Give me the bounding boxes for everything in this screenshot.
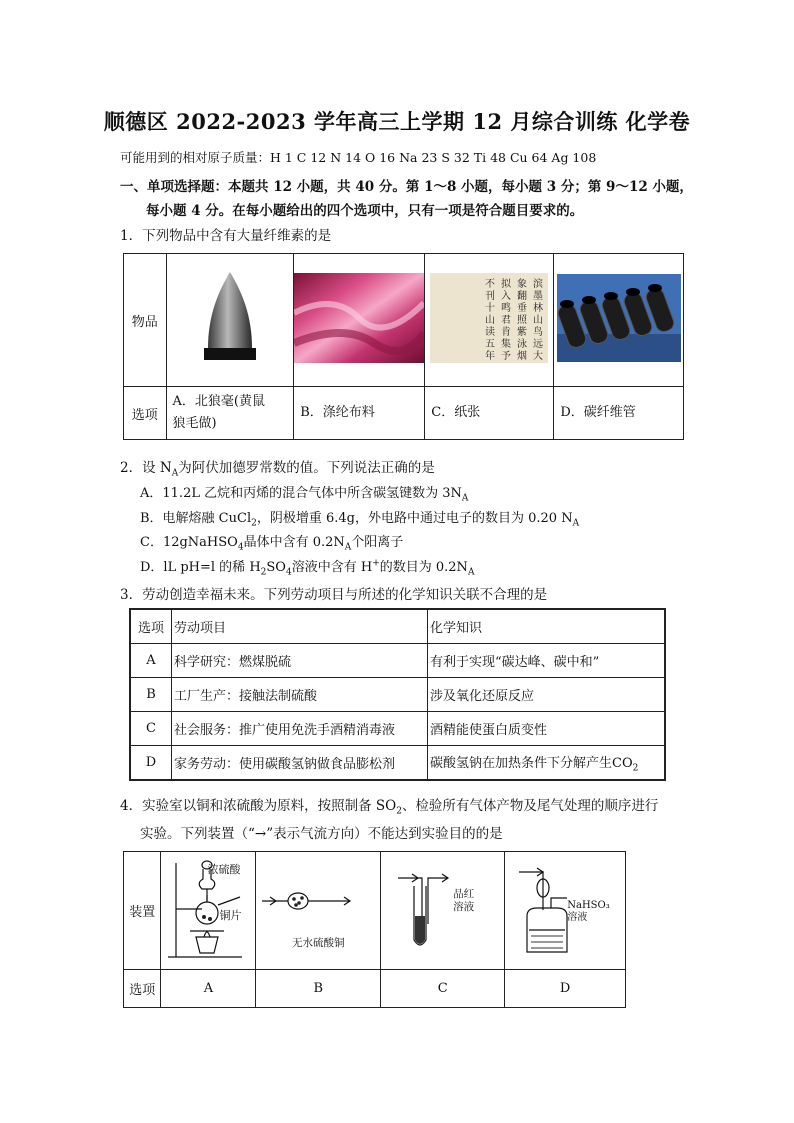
table-header: 化学知识 [428,609,666,644]
calligraphy-character: 翻 [517,291,528,302]
calligraphy-character: 烟 [517,351,528,362]
apparatus-c [381,852,505,970]
table-row: A 科学研究：燃煤脱硫 有利于实现“碳达峰、碳中和” [130,644,665,678]
question-2-stem: 2．设 $N_A$为阿伏加德罗常数的值。下列说法正确的是 [120,460,435,479]
row-label-item: 物品 [124,254,167,387]
table-row: D 家务劳动：使用碳酸氢钠做食品膨松剂 碳酸氢钠在加热条件下分解产生$CO_2$ [130,746,665,781]
test-tube-icon [388,864,498,954]
calligraphy-character: 林 [533,303,544,314]
calligraphy-character: 远 [533,339,544,350]
calligraphy-character: 滨 [533,279,544,290]
brush-image [166,254,294,387]
apparatus-d [505,852,626,970]
question-4-stem-line1: 4．实验室以铜和浓硫酸为原料，按照制备 $SO_2$、检验所有气体产物及尾气处理的顺序进行 [120,798,659,817]
question-1-table [123,253,684,440]
drying-tube-icon [258,871,378,931]
calligraphy-character: 肯 [501,327,512,338]
carbon-fiber-tubes-image [554,254,684,387]
calligraphy-character: 五 [485,339,496,350]
q1-option-c: C．纸张 [425,387,554,440]
calligraphy-character: 墨 [533,291,544,302]
label-anhydrous-cuso4: 无水硫酸铜 [291,937,345,949]
question-4-stem-line2: 实验。下列装置（“→”表示气流方向）不能达到实验目的的是 [140,826,503,842]
calligraphy-character: 入 [501,291,512,302]
calligraphy-character: 拟 [501,279,512,290]
question-4-table [123,851,626,1008]
q2-option-b: B．电解熔融 CuCl$_2$，阴极增重 6.4g，外电路中通过电子的数目为 0.20 $N_A$ [140,511,580,529]
table-header: 选项 [130,609,172,644]
label-magenta-solution: 品红 溶液 [453,887,475,913]
question-1-stem: 1．下列物品中含有大量纤维素的是 [120,228,332,244]
calligraphy-character: 读 [485,327,496,338]
calligraphy-character: 山 [485,315,496,326]
satin-fabric-image [294,254,425,387]
row-label-option: 选项 [124,387,167,440]
calligraphy-character: 山 [533,315,544,326]
row-label-apparatus: 装置 [124,852,161,970]
q4-option-b: B [256,970,381,1008]
calligraphy-character: 大 [533,351,544,362]
calligraphy-character: 垂 [517,303,528,314]
q1-option-d: D．碳纤维管 [554,387,684,440]
brush-tip-icon [180,268,280,368]
calligraphy-character: 年 [485,351,496,362]
q1-option-a: A．北狼毫(黄鼠 狼毛做) [166,387,294,440]
apparatus-b [256,852,381,970]
q4-option-d: D [505,970,626,1008]
calligraphy-character: 刊 [485,291,496,302]
section-heading-line2: 每小题 4 分。在每小题给出的四个选项中，只有一项是符合题目要求的。 [146,203,584,219]
q2-option-d: D．lL pH=l 的稀 $H_2SO_4$溶液中含有 H+的数目为 $0.2N_A$ [140,558,475,578]
q1-option-b: B．涤纶布料 [294,387,425,440]
question-3-table [129,608,666,781]
section-heading-line1: 一、单项选择题：本题共 12 小题，共 40 分。第 1～8 小题，每小题 3 分；第 9～12 小题， [120,179,693,195]
calligraphy-character: 不 [485,279,496,290]
calligraphy-character: 十 [485,303,496,314]
page-title: 顺德区 2022-2023 学年高三上学期 12 月综合训练 化学卷 [103,109,691,134]
calligraphy-character: 鸣 [501,303,512,314]
calligraphy-icon [430,273,548,363]
fabric-icon [294,273,424,363]
calligraphy-character: 象 [517,279,528,290]
q4-option-a: A [161,970,256,1008]
q4-option-c: C [381,970,505,1008]
row-label-option: 选项 [124,970,161,1008]
question-3-stem: 3．劳动创造幸福未来。下列劳动项目与所述的化学知识关联不合理的是 [120,587,548,603]
calligraphy-character: 紫 [517,327,528,338]
table-header: 劳动项目 [172,609,428,644]
co2-cell: 碳酸氢钠在加热条件下分解产生$CO_2$ [428,746,666,781]
calligraphy-character: 泳 [517,339,528,350]
apparatus-a [161,852,256,970]
atomic-masses: 可能用到的相对原子质量：H 1 C 12 N 14 O 16 Na 23 S 32 Ti 48 Cu 64 Ag 108 [120,150,597,165]
calligraphy-character: 照 [517,315,528,326]
label-nahso3-solution: NaHSO₃ 溶液 [567,899,610,923]
calligraphy-character: 君 [501,315,512,326]
calligraphy-character: 予 [501,351,512,362]
table-row: C 社会服务：推广使用免洗手酒精消毒液 酒精能使蛋白质变性 [130,712,665,746]
calligraphy-character: 鸟 [533,327,544,338]
table-row: B 工厂生产：接触法制硫酸 涉及氧化还原反应 [130,678,665,712]
label-conc-sulfuric: 浓硫酸 [207,862,241,876]
tubes-icon [557,274,681,362]
calligraphy-paper-image [425,254,554,387]
q2-option-a: A．11.2L 乙烷和丙烯的混合气体中所含碳氢键数为 $3N_A$ [140,486,469,504]
calligraphy-character: 集 [501,339,512,350]
label-copper: 铜片 [219,908,242,922]
q2-option-c: C．12gNaHSO$_4$晶体中含有 $0.2N_A$个阳离子 [140,535,404,553]
